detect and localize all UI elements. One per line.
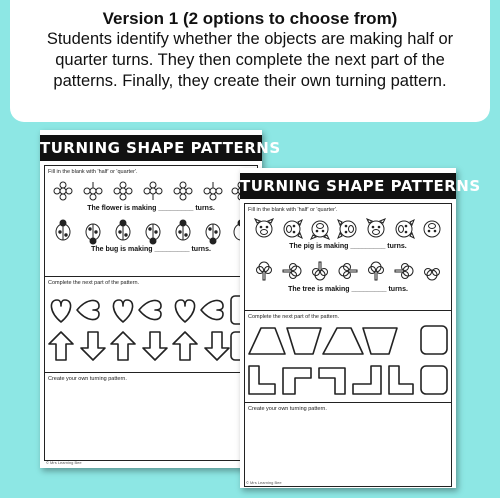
fill-blank-section xyxy=(44,165,258,277)
flower-row xyxy=(45,177,257,205)
tree-row xyxy=(245,256,451,286)
pig-sentence: The pig is making _________ turns. xyxy=(289,243,407,250)
flower-icon xyxy=(51,179,251,203)
tree-icon xyxy=(250,258,446,284)
description-line: quarter turns. They then complete the next part of the xyxy=(55,51,445,69)
create-instruction: Create your own turning pattern. xyxy=(248,406,327,412)
pig-row xyxy=(245,215,451,243)
tree-sentence: The tree is making _________ turns. xyxy=(288,286,408,293)
complete-instruction: Complete the next part of the pattern. xyxy=(248,314,340,320)
complete-pattern-section xyxy=(44,277,258,373)
fill-blank-section xyxy=(244,203,452,311)
pig-icon xyxy=(250,217,446,241)
worksheet-preview-2 xyxy=(240,168,481,488)
description-line: patterns. Finally, they create their own turning pattern. xyxy=(53,72,447,90)
ladybug-icon xyxy=(51,220,251,244)
create-instruction: Create your own turning pattern. xyxy=(48,376,127,382)
bug-row xyxy=(45,218,257,246)
footer-credit: © Mrs Learning Bee xyxy=(46,460,82,465)
create-pattern-section xyxy=(44,373,258,461)
complete-instruction: Complete the next part of the pattern. xyxy=(48,280,140,286)
description-box xyxy=(10,0,490,122)
description-line: Students identify whether the objects are making half or xyxy=(46,30,454,48)
footer-credit: © Mrs Learning Bee xyxy=(246,480,282,485)
flower-sentence: The flower is making _________ turns. xyxy=(87,205,215,212)
bug-sentence: The bug is making _________ turns. xyxy=(91,246,211,253)
worksheet-preview-1 xyxy=(40,130,281,468)
worksheet-title: TURNING SHAPE PATTERNS xyxy=(40,135,262,161)
complete-pattern-section xyxy=(244,311,452,403)
version-title: Version 1 (2 options to choose from) xyxy=(102,9,398,28)
fill-instruction: Fill in the blank with 'half' or 'quarter'. xyxy=(48,169,138,175)
fill-instruction: Fill in the blank with 'half' or 'quarter'. xyxy=(248,207,338,213)
heart-arrow-pattern-icon xyxy=(45,288,257,370)
create-pattern-section xyxy=(244,403,452,487)
worksheet-title: TURNING SHAPE PATTERNS xyxy=(240,173,456,199)
trapezoid-l-shape-pattern-icon xyxy=(245,322,451,402)
